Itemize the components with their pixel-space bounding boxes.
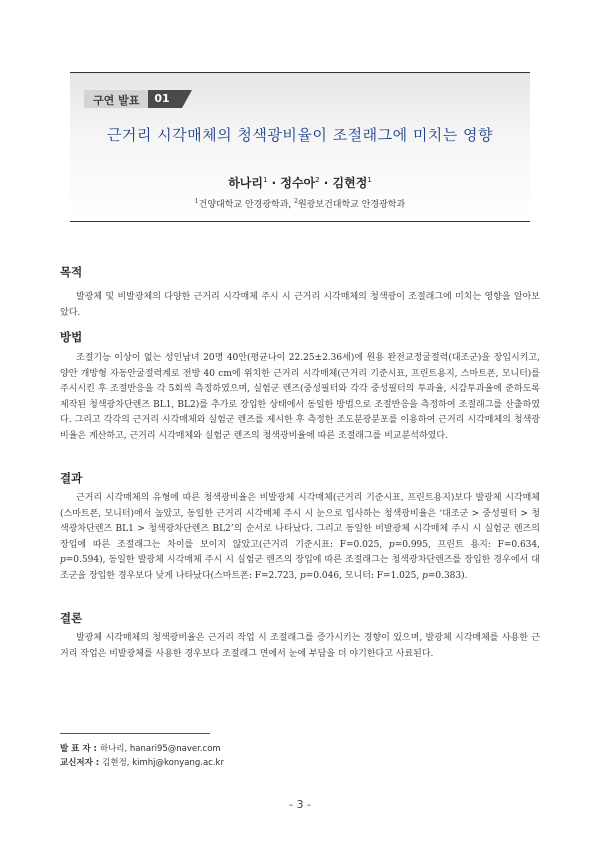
author-separator: ·	[267, 176, 281, 190]
results-text-part: =0.594), 동일한 발광체 시각매체 주시 시 실험군 렌즈의 장입에 따른 조절래그는 청색광차단렌즈를 장입한 경우에서 대조군을 장입한 경우보다 낮게 나타났다(스마트폰: F=2.723,	[60, 555, 540, 581]
session-badge	[84, 90, 182, 108]
badge-number: 01	[148, 90, 181, 108]
affiliation-2: 원광보건대학교 안경광학과	[297, 200, 406, 210]
results-text-part: =0.383).	[427, 570, 468, 581]
section-heading-method: 방법	[60, 330, 83, 344]
paper-title: 근거리 시각매체의 청색광비율이 조절래그에 미치는 영향	[106, 126, 494, 144]
presenter-value: 하나리, hanari95@naver.com	[99, 744, 221, 754]
affiliation-1: 건양대학교 안경광학과,	[198, 200, 295, 210]
section-text-results	[60, 491, 540, 584]
p-value-symbol: p	[60, 555, 66, 565]
section-heading-results: 결과	[60, 471, 83, 485]
author-list	[70, 174, 530, 191]
results-text-part: 근거리 시각매체의 유형에 따른 청색광비율은 비발광체 시각매체(근거리 기준시표, 프린트용지)보다 발광체 시각매체(스마트폰, 모니터)에서 높았고, 동일한 근거리 시각매체 주시 시 눈으로 입사하는 청색광비율은 ‘대조군 > 중성필터 > 청색광차단렌즈 BL1 > 청색광차단렌즈 BL2’의 순서로 나타났다. 그리고 동일한 비발광체 시각매체 주시 시 실험군 렌즈의 장입에 따른 조절래그는 차이를 보이지 않았고(근거리 기준시표: F=0.025,	[60, 493, 540, 550]
author-1: 하나리	[228, 176, 263, 190]
author-3: 김현정	[332, 176, 368, 190]
affil-1-sup: 1	[194, 198, 199, 205]
corresponding-label: 교신저자 :	[60, 758, 103, 768]
author-1-sup: 1	[262, 176, 268, 184]
footnote-divider	[60, 733, 210, 734]
presenter-label: 발 표 자 :	[60, 744, 100, 754]
author-2-sup: 2	[315, 176, 320, 184]
affiliations	[70, 197, 530, 210]
section-text-conclusion: 발광체 시각매체의 청색광비율은 근거리 작업 시 조절래그를 증가시키는 경향이 있으며, 발광체 시각매체를 사용한 근거리 작업은 비발광체를 사용한 경우보다 조절래그 면에서 눈에 부담을 더 야기한다고 사료된다.	[60, 633, 540, 659]
author-2: 정수아	[280, 176, 316, 190]
section-heading-conclusion: 결론	[60, 611, 83, 625]
footnote-presenter	[60, 742, 221, 754]
p-value-symbol: p	[422, 570, 428, 581]
p-value-symbol: p	[300, 570, 306, 581]
p-value-symbol: p	[388, 539, 395, 550]
section-heading-purpose: 목적	[60, 265, 83, 279]
badge-label: 구연 발표	[84, 90, 148, 108]
footnote-corresponding	[60, 756, 224, 768]
author-3-sup: 1	[367, 176, 372, 184]
section-text-purpose: 발광체 및 비발광체의 다양한 근거리 시각매체 주시 시 근거리 시각매체의 청색광이 조절래그에 미치는 영향을 알아보았다.	[60, 292, 540, 318]
section-text-method: 조절기능 이상이 없는 성인남녀 20명 40안(평균나이 22.25±2.36세)에 원용 완전교정굴절력(대조군)을 장입시키고, 양안 개방형 자동안굴절력계로 전방 40 cm에 위치한 근거리 시각매체(근거리 기준시표, 프린트용지, 스마트폰, 모니터)를 주시시킨 후 조절반응을 각 5회씩 측정하였으며, 실험군 렌즈(중성필터와 각각 중성필터의 투과율, 시감투과율에 준하도록 제작된 청색광차단렌즈 BL1, BL2)를 추가로 장입한 상태에서 동일한 방법으로 조절반응을 측정하여 조절래그를 산출하였다. 그리고 각각의 근거리 시각매체와 실험군 렌즈를 제시한 후 측정한 조도분광분포를 이용하여 근거리 시각매체의 청색광비율은 계산하고, 근거리 시각매체와 실험군 렌즈의 청색광비율에 따른 조절래그를 비교분석하였다.	[60, 353, 540, 441]
results-text-part: =0.995, 프린트 용지: F=0.634,	[394, 539, 540, 550]
author-separator: ·	[319, 176, 333, 190]
results-text-part: =0.046, 모니터: F=1.025,	[305, 570, 423, 581]
corresponding-value: 김현정, kimhj@konyang.ac.kr	[102, 758, 224, 768]
affil-2-sup: 2	[294, 198, 298, 205]
page-number: - 3 -	[289, 798, 311, 811]
